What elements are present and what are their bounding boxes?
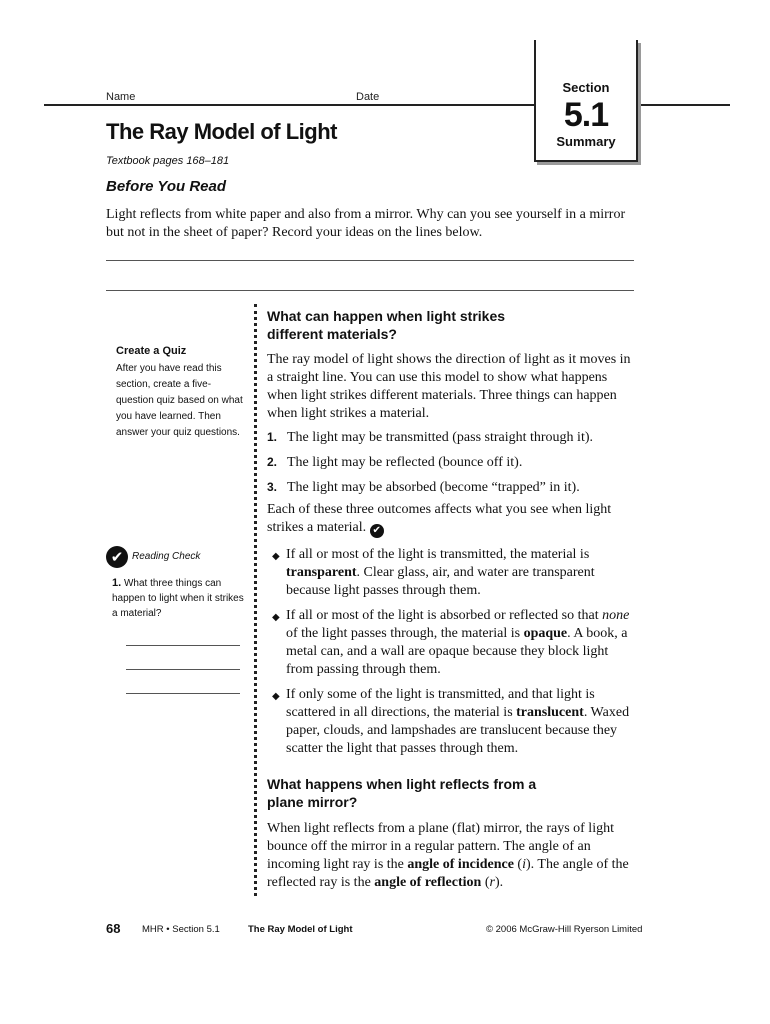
date-label: Date [356, 91, 380, 103]
answer-line[interactable] [126, 669, 240, 670]
diamond-bullet-icon: ◆ [272, 551, 280, 562]
before-you-read-heading: Before You Read [106, 178, 227, 195]
textbook-pages: Textbook pages 168–181 [106, 155, 230, 167]
footer-source: MHR • Section 5.1 [142, 924, 220, 935]
answer-line[interactable] [126, 645, 240, 646]
page-number: 68 [106, 921, 121, 936]
answer-line[interactable] [126, 693, 240, 694]
list-item: 2. The light may be reflected (bounce off it). [267, 455, 523, 470]
bullet-item: ◆ If all or most of the light is absorbed or reflected so that none of the light passes through, the material is opaque. A book, a metal can, and a wall are opaque because they block light from passing through them. [272, 608, 630, 677]
question-number: 1. [112, 577, 122, 589]
create-quiz-title: Create a Quiz [116, 345, 187, 357]
check-circle-icon: ✔ [370, 524, 384, 538]
header-rule-right [636, 104, 730, 106]
reading-check-label: Reading Check [132, 551, 201, 562]
list-item: 3. The light may be absorbed (become “trapped” in it). [267, 480, 580, 495]
page-title: The Ray Model of Light [106, 119, 337, 144]
bullet-item: ◆ If only some of the light is transmitted, and that light is scattered in all directions, the material is translucent. Waxed paper, clouds, and lampshades are translucent because they scatter the light that passes through them. [272, 687, 630, 756]
list-item: 1. The light may be transmitted (pass straight through it). [267, 430, 593, 445]
section-number: 5.1 [563, 96, 609, 134]
reading-check-question [112, 576, 246, 621]
column-divider [254, 304, 257, 896]
diamond-bullet-icon: ◆ [272, 691, 280, 702]
answer-line[interactable] [106, 260, 634, 261]
bullet-item: ◆ If all or most of the light is transmitted, the material is transparent. Clear glass, air, and water are transparent because light passes through them. [272, 547, 595, 598]
create-quiz-text: After you have read this section, create a five-question quiz based on what you have learned. Then answer your quiz questions. [116, 363, 243, 438]
section1-heading: What can happen when light strikes different materials? [267, 308, 506, 342]
diamond-bullet-icon: ◆ [272, 612, 280, 623]
footer-section-title: The Ray Model of Light [248, 924, 353, 935]
check-circle-icon: ✔ [106, 546, 128, 568]
name-label: Name [106, 91, 136, 103]
summary-label: Summary [556, 134, 616, 149]
section2-heading: What happens when light reflects from a plane mirror? [267, 776, 537, 810]
section1-intro: The ray model of light shows the direction of light as it moves in a straight line. You can use this model to show what happens when light strikes different materials. Three things can happen when light strikes a material. [267, 352, 631, 421]
outcomes-text: Each of these three outcomes affects what you see when light strikes a material. ✔ [267, 502, 612, 536]
question-text: What three things can happen to light when it strikes a material? [112, 578, 244, 619]
before-you-read-text: Light reflects from white paper and also from a mirror. Why can you see yourself in a mirror but not in the sheet of paper? Record your ideas on the lines below. [106, 207, 626, 240]
footer-copyright: © 2006 McGraw-Hill Ryerson Limited [486, 924, 643, 935]
section2-text: When light reflects from a plane (flat) mirror, the rays of light bounce off the mirror in a regular pattern. The angle of an incoming light ray is the angle of incidence (i). The angle of the reflected ray is the angle of reflection (r). [267, 821, 629, 890]
answer-line[interactable] [106, 290, 634, 291]
section-tab [534, 40, 638, 162]
header-rule-left [44, 104, 534, 106]
section-label: Section [562, 80, 610, 95]
